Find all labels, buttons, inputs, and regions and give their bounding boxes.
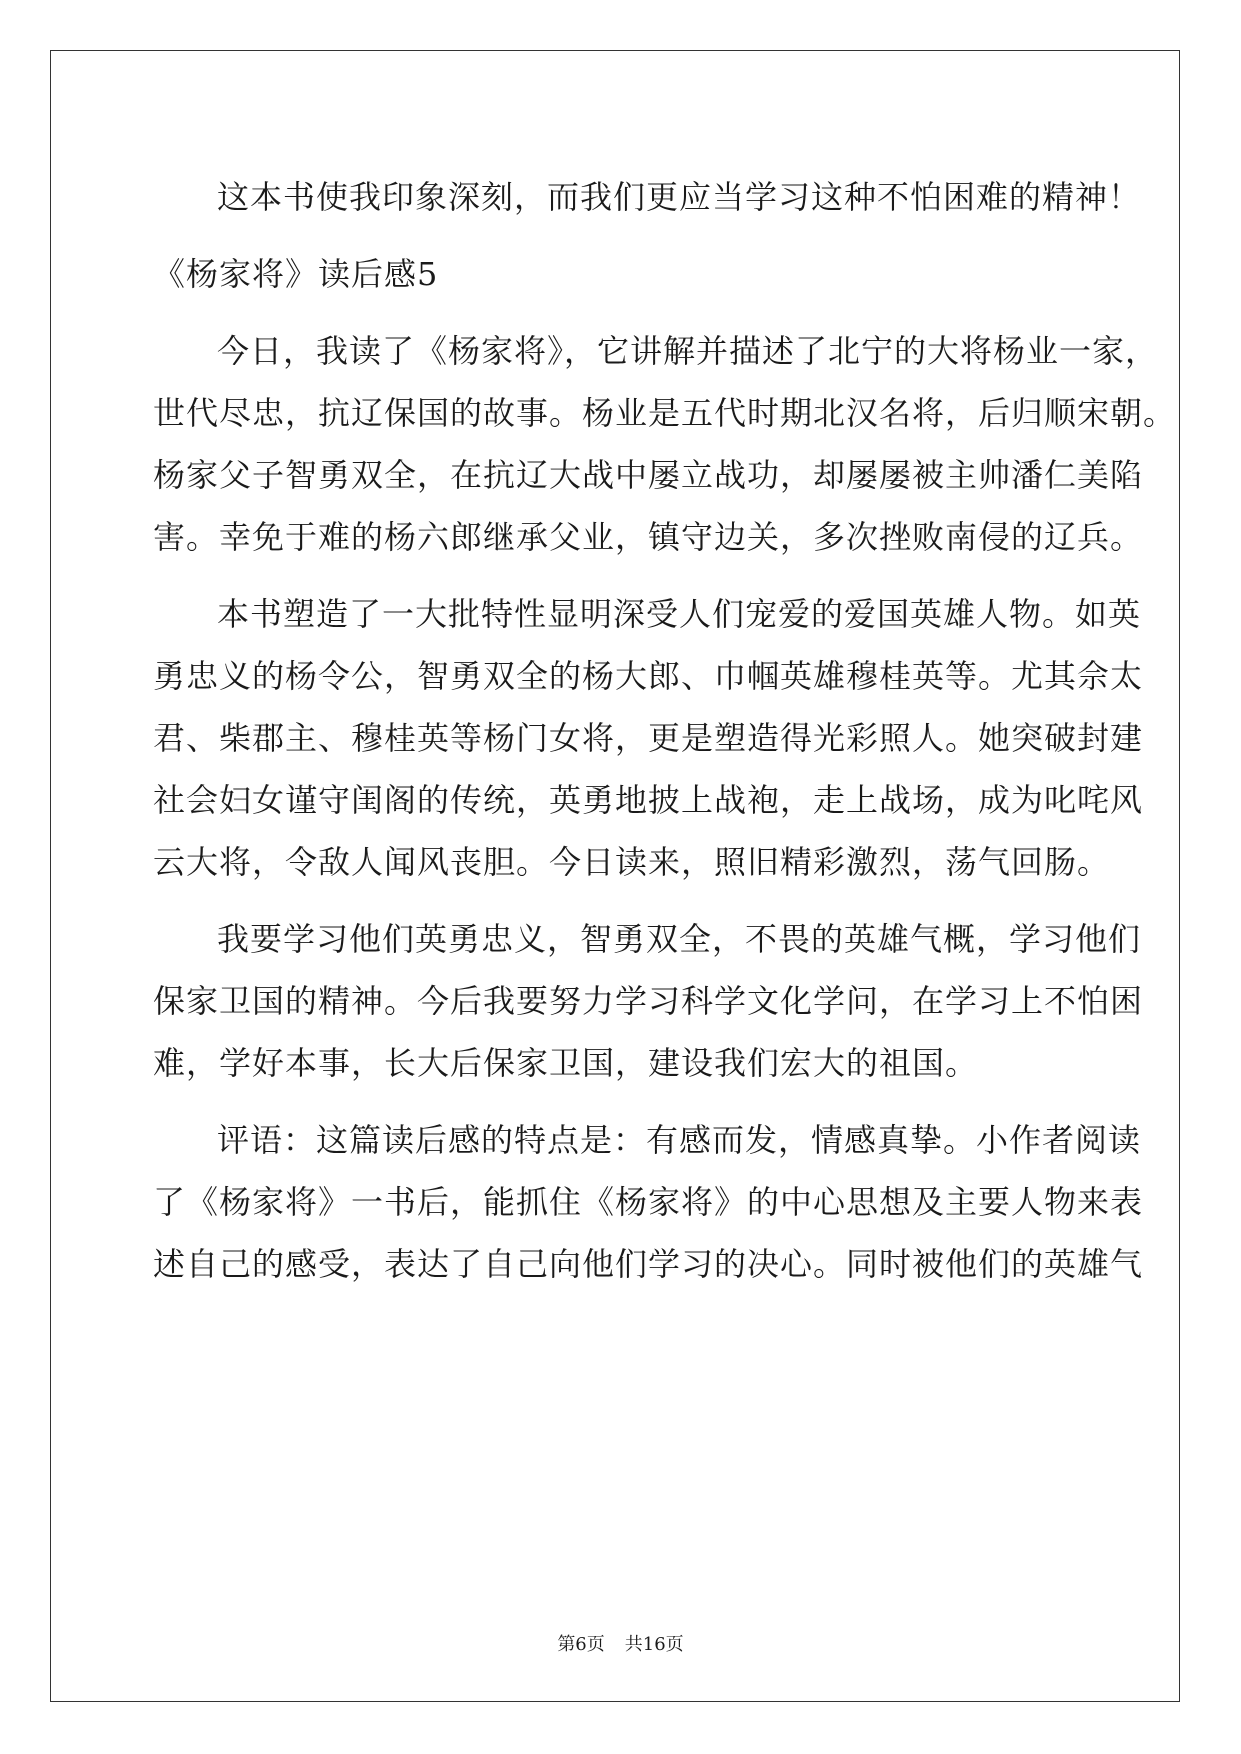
paragraph-line: 害。幸免于难的杨六郎继承父业，镇守边关，多次挫败南侵的辽兵。 [153,518,1144,556]
page-footer [0,1630,1241,1656]
paragraph-line: 难，学好本事，长大后保家卫国，建设我们宏大的祖国。 [153,1044,979,1082]
paragraph-line: 世代尽忠，抗辽保国的故事。杨业是五代时期北汉名将，后归顺宋朝。 [153,394,1177,432]
paragraph-line: 勇忠义的杨令公，智勇双全的杨大郎、巾帼英雄穆桂英等。尤其佘太 [153,657,1144,695]
paragraph-line: 保家卫国的精神。今后我要努力学习科学文化学问，在学习上不怕困 [153,982,1144,1020]
paragraph-line: 了《杨家将》一书后，能抓住《杨家将》的中心思想及主要人物来表 [153,1183,1144,1221]
document-body [153,166,1177,1295]
page-total: 共16页 [624,1634,684,1655]
paragraph-line: 我要学习他们英勇忠义，智勇双全，不畏的英雄气概，学习他们 [217,920,1142,958]
paragraph-line: 杨家父子智勇双全，在抗辽大战中屡立战功，却屡屡被主帅潘仁美陷 [153,456,1144,494]
paragraph-line: 今日，我读了《杨家将》，它讲解并描述了北宁的大将杨业一家， [217,332,1159,370]
paragraph-line: 这本书使我印象深刻，而我们更应当学习这种不怕困难的精神！ [217,178,1142,216]
section-title: 《杨家将》读后感5 [153,255,439,293]
paragraph-line: 述自己的感受，表达了自己向他们学习的决心。同时被他们的英雄气 [153,1245,1144,1283]
paragraph-line: 评语：这篇读后感的特点是：有感而发，情感真挚。小作者阅读 [217,1121,1142,1159]
paragraph-line: 云大将，令敌人闻风丧胆。今日读来，照旧精彩激烈，荡气回肠。 [153,843,1111,881]
paragraph-line: 君、柴郡主、穆桂英等杨门女将，更是塑造得光彩照人。她突破封建 [153,719,1144,757]
paragraph-line: 社会妇女谨守闺阁的传统，英勇地披上战袍，走上战场，成为叱咤风 [153,781,1144,819]
page-number: 第6页 [557,1634,605,1655]
paragraph-line: 本书塑造了一大批特性显明深受人们宠爱的爱国英雄人物。如英 [217,595,1142,633]
